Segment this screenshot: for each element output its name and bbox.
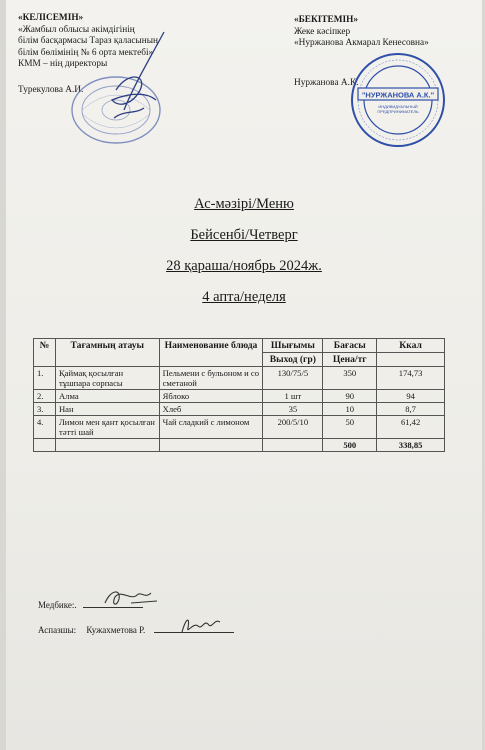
left-header-line: «Жамбыл облысы әкімдігінің xyxy=(18,24,135,35)
row-output: 35 xyxy=(263,403,323,416)
row-num: 3. xyxy=(34,403,56,416)
entrepreneur-stamp-icon xyxy=(348,50,448,150)
row-price: 10 xyxy=(323,403,377,416)
table-row xyxy=(34,403,445,416)
row-price: 350 xyxy=(323,367,377,390)
date-title: 28 қараша/ноябрь 2024ж. xyxy=(166,258,322,274)
stamp-sub-text: ИНДИВИДУАЛЬНЫЙ xyxy=(378,104,418,109)
row-name-kz: Қаймақ қосылған тұшпара сорпасы xyxy=(55,367,159,390)
row-name-ru: Чай сладкий с лимоном xyxy=(159,416,263,439)
menu-title: Ас-мәзірі/Меню xyxy=(194,196,294,212)
cook-signature-icon xyxy=(176,612,226,638)
table-row xyxy=(34,416,445,439)
row-kcal: 61,42 xyxy=(377,416,445,439)
row-price: 90 xyxy=(323,390,377,403)
nurse-signature-icon xyxy=(101,585,161,611)
table-header-row xyxy=(34,339,445,353)
row-name-ru: Хлеб xyxy=(159,403,263,416)
header-output: Шығымы xyxy=(263,339,323,353)
header-price-sub: Цена/тг xyxy=(323,353,377,367)
right-header-line: Жеке кәсіпкер xyxy=(294,26,351,37)
row-output: 1 шт xyxy=(263,390,323,403)
stamp-center-text: "НУРЖАНОВА А.К." xyxy=(361,90,435,100)
left-header-title: «КЕЛІСЕМІН» xyxy=(18,13,84,23)
left-header-line: КММ – нің директоры xyxy=(18,59,108,69)
header-name-kz: Тағамның атауы xyxy=(55,339,159,367)
total-kcal: 338,85 xyxy=(377,439,445,452)
table-row xyxy=(34,367,445,390)
header-num: № xyxy=(34,339,56,367)
table-total-row xyxy=(34,439,445,452)
row-name-kz: Алма xyxy=(55,390,159,403)
table-row xyxy=(34,390,445,403)
left-header-line: білім басқармасы Тараз қаласының xyxy=(18,36,158,46)
total-price: 500 xyxy=(323,439,377,452)
director-signature-icon xyxy=(94,30,174,130)
row-kcal: 94 xyxy=(377,390,445,403)
header-output-sub: Выход (гр) xyxy=(263,353,323,367)
menu-titles xyxy=(6,196,482,320)
header-price: Бағасы xyxy=(323,339,377,353)
week-title: 4 апта/неделя xyxy=(202,289,286,305)
header-name-ru: Наименование блюда xyxy=(159,339,263,367)
total-empty xyxy=(34,439,56,452)
right-header-title: «БЕКІТЕМІН» xyxy=(294,15,359,25)
header-kcal-sub xyxy=(377,353,445,367)
total-empty xyxy=(263,439,323,452)
row-name-kz: Нан xyxy=(55,403,159,416)
right-header-line: «Нуржанова Акмарал Кенесовна» xyxy=(294,38,429,48)
cook-name: Кужахметова Р. xyxy=(86,625,146,635)
stamp-sub-text: ПРЕДПРИНИМАТЕЛЬ xyxy=(377,109,419,114)
row-name-ru: Яблоко xyxy=(159,390,263,403)
menu-table xyxy=(33,338,445,452)
row-name-ru: Пельмени с бульоном и со сметаной xyxy=(159,367,263,390)
header-kcal: Ккал xyxy=(377,339,445,353)
row-num: 1. xyxy=(34,367,56,390)
nurse-label: Медбике:. xyxy=(38,600,77,610)
row-price: 50 xyxy=(323,416,377,439)
row-num: 2. xyxy=(34,390,56,403)
document-sheet xyxy=(6,0,482,750)
total-empty xyxy=(55,439,159,452)
row-name-kz: Лимон мен қант қосылған тәтті шай xyxy=(55,416,159,439)
day-title: Бейсенбі/Четверг xyxy=(190,227,298,243)
row-kcal: 8,7 xyxy=(377,403,445,416)
left-header-line: білім бөлімінің № 6 орта мектебі» xyxy=(18,47,154,58)
director-name: Турекулова А.И. xyxy=(18,84,84,95)
row-kcal: 174,73 xyxy=(377,367,445,390)
entrepreneur-name: Нуржанова А.К. xyxy=(294,77,359,88)
row-output: 200/5/10 xyxy=(263,416,323,439)
row-output: 130/75/5 xyxy=(263,367,323,390)
row-num: 4. xyxy=(34,416,56,439)
total-empty xyxy=(159,439,263,452)
cook-label: Аспазшы: xyxy=(38,625,77,635)
